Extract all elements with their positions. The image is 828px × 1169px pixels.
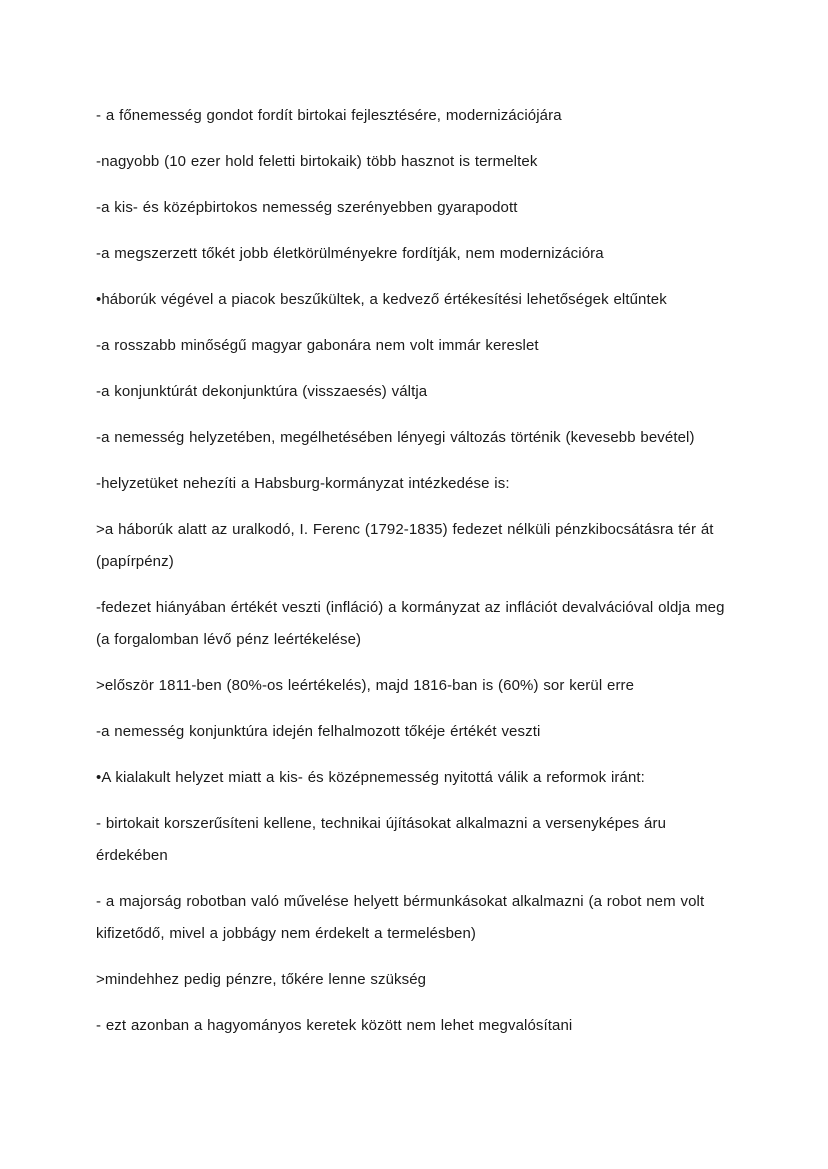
paragraph: -nagyobb (10 ezer hold feletti birtokaik) több hasznot is termeltek [96, 153, 538, 170]
document-body [96, 100, 731, 1056]
paragraph: - birtokait korszerűsíteni kellene, technikai újításokat alkalmazni a versenyképes áru érdekében [96, 815, 667, 864]
paragraph: - ezt azonban a hagyományos keretek között nem lehet megvalósítani [96, 1017, 573, 1034]
paragraph: -a kis- és középbirtokos nemesség szerényebben gyarapodott [96, 199, 518, 216]
paragraph: - a főnemesség gondot fordít birtokai fejlesztésére, modernizációjára [96, 107, 562, 124]
paragraph: >mindehhez pedig pénzre, tőkére lenne szükség [96, 971, 427, 988]
paragraph: -helyzetüket nehezíti a Habsburg-kormányzat intézkedése is: [96, 475, 510, 492]
paragraph: •háborúk végével a piacok beszűkültek, a kedvező értékesítési lehetőségek eltűntek [96, 291, 667, 308]
paragraph: -a nemesség konjunktúra idején felhalmozott tőkéje értékét veszti [96, 723, 541, 740]
paragraph: >a háborúk alatt az uralkodó, I. Ferenc (1792-1835) fedezet nélküli pénzkibocsátásra tér át (papírpénz) [96, 521, 714, 570]
paragraph: -a konjunktúrát dekonjunktúra (visszaesés) váltja [96, 383, 428, 400]
paragraph: -a rosszabb minőségű magyar gabonára nem volt immár kereslet [96, 337, 539, 354]
paragraph: •A kialakult helyzet miatt a kis- és középnemesség nyitottá válik a reformok iránt: [96, 769, 645, 786]
paragraph: -a nemesség helyzetében, megélhetésében lényegi változás történik (kevesebb bevétel) [96, 429, 695, 446]
paragraph: >először 1811-ben (80%-os leértékelés), majd 1816-ban is (60%) sor kerül erre [96, 677, 635, 694]
paragraph: -fedezet hiányában értékét veszti (infláció) a kormányzat az inflációt devalvációval oldja meg (a forgalomban lévő pénz leértékelése) [96, 599, 725, 648]
paragraph: - a majorság robotban való művelése helyett bérmunkásokat alkalmazni (a robot nem volt kifizetődő, mivel a jobbágy nem érdekelt a termelésben) [96, 893, 705, 942]
paragraph: -a megszerzett tőkét jobb életkörülményekre fordítják, nem modernizációra [96, 245, 604, 262]
